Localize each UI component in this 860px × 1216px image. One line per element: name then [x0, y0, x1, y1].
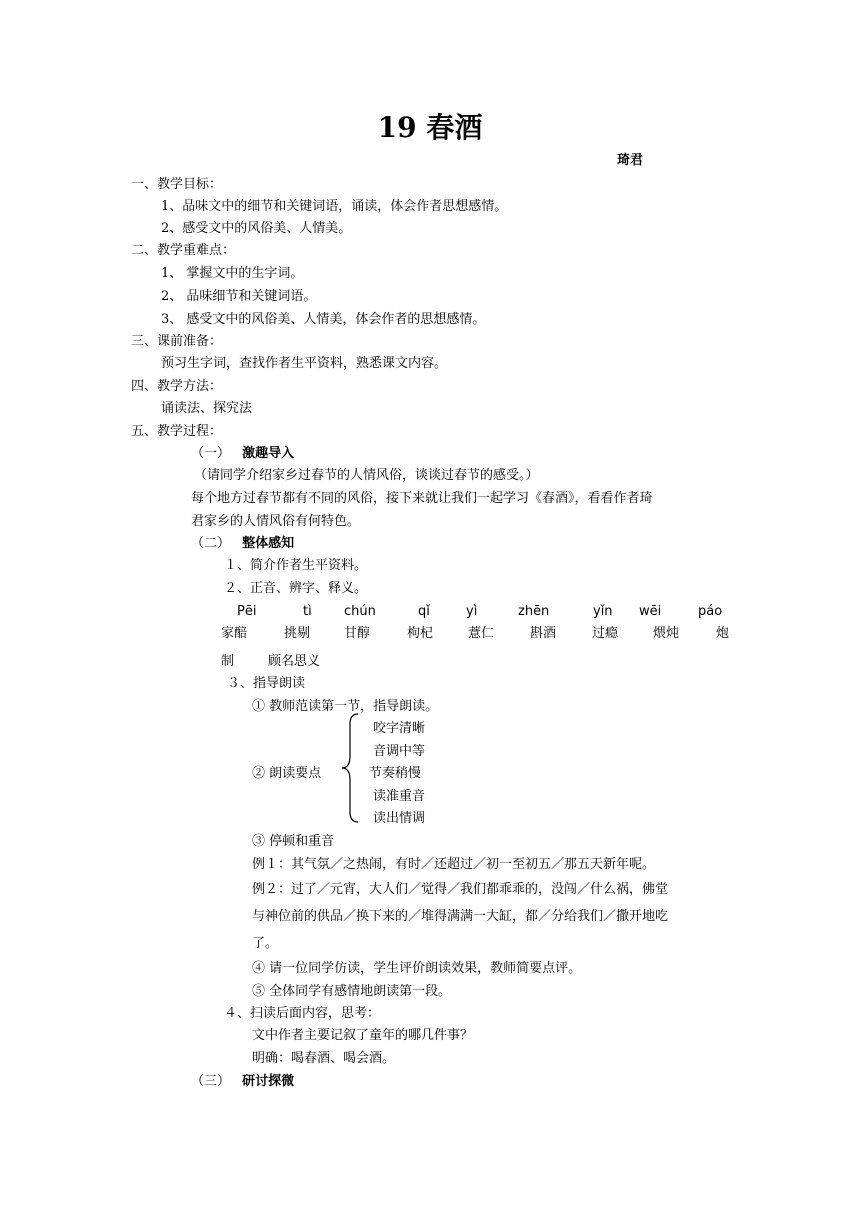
pinyin: zhēn: [518, 604, 550, 619]
section-item: 2、 品味细节和关键词语。: [161, 289, 317, 304]
section-heading: 四、教学方法：: [131, 379, 223, 394]
vocab-word: 制: [221, 654, 235, 669]
step-title: 整体感知: [242, 536, 295, 551]
vocab-word: 枸杞: [407, 626, 434, 641]
step-title: 研讨探微: [242, 1074, 295, 1089]
vocab-word: 煨炖: [653, 626, 680, 641]
sub-item: ③ 停顿和重音: [252, 834, 335, 849]
pinyin: yǐn: [593, 604, 613, 619]
sub-item: ⑤ 全体同学有感情地朗读第一段。: [252, 984, 452, 999]
example-line: 例２：过了／元宵，大人们／觉得／我们都乖乖的，没闯／什么祸，佛堂: [252, 882, 669, 897]
curly-brace-icon: [340, 712, 362, 824]
question: 文中作者主要记叙了童年的哪几件事？: [252, 1028, 474, 1043]
section-heading: 五、教学过程：: [131, 424, 223, 439]
vocab-word: 过瘾: [592, 626, 619, 641]
step-heading: [191, 1073, 294, 1091]
author: 琦君: [617, 153, 644, 168]
sub-item: ④ 请一位同学仿读，学生评价朗读效果，教师简要点评。: [252, 961, 582, 976]
list-item: ２、正音、辨字、释义。: [224, 581, 368, 596]
reading-point: 读出情调: [373, 811, 426, 826]
step-label: （二）: [191, 536, 231, 551]
vocab-word: 炮: [716, 626, 730, 641]
section-heading: 三、课前准备：: [131, 334, 223, 349]
pinyin: páo: [698, 604, 723, 619]
step-heading: [191, 535, 294, 553]
step-heading: [191, 445, 294, 463]
section-item: 2、感受文中的风俗美、人情美。: [161, 221, 352, 236]
pinyin: yì: [466, 604, 478, 619]
list-item: １、简介作者生平资料。: [224, 558, 368, 573]
list-item: ４、扫读后面内容，思考：: [224, 1006, 381, 1021]
section-item: 预习生字词，查找作者生平资料，熟悉课文内容。: [161, 356, 448, 371]
vocab-word: 薏仁: [468, 626, 495, 641]
pinyin: wēi: [639, 604, 662, 619]
example-line: 了。: [252, 936, 279, 951]
step-label: （一）: [191, 446, 231, 461]
vocab-word: 顾名思义: [268, 654, 321, 669]
list-item: ３、指导朗读: [227, 676, 306, 691]
paragraph: 君家乡的人情风俗有何特色。: [191, 514, 361, 529]
step-label: （三）: [191, 1074, 231, 1089]
paragraph: （请同学介绍家乡过春节的人情风俗，谈谈过春节的感受。）: [194, 468, 539, 483]
section-item: 诵读法、探究法: [161, 401, 253, 416]
reading-point: 节奏稍慢: [369, 766, 422, 781]
pinyin: Pēi: [237, 604, 257, 619]
sub-item: ② 朗读要点: [252, 766, 322, 781]
paragraph: 每个地方过春节都有不同的风俗，接下来就让我们一起学习《春酒》，看看作者琦: [191, 491, 653, 506]
vocab-word: 斟酒: [530, 626, 557, 641]
section-item: 1、品味文中的细节和关键词语，诵读，体会作者思想感情。: [161, 199, 508, 214]
reading-point: 音调中等: [373, 744, 426, 759]
reading-point: 读准重音: [373, 789, 426, 804]
section-item: 1、 掌握文中的生字词。: [161, 266, 304, 281]
vocab-word: 家醅: [221, 626, 248, 641]
pinyin: tì: [303, 604, 312, 619]
reading-point: 咬字清晰: [373, 721, 426, 736]
vocab-word: 挑剔: [284, 626, 311, 641]
section-item: 3、 感受文中的风俗美、人情美，体会作者的思想感情。: [161, 312, 486, 327]
pinyin: qǐ: [418, 604, 430, 619]
example-line: 例１：其气氛／之热闹，有时／还超过／初一至初五／那五天新年呢。: [252, 857, 656, 872]
page-title: 19 春酒: [377, 111, 483, 144]
step-title: 激趣导入: [242, 446, 295, 461]
pinyin: chún: [344, 604, 376, 619]
answer: 明确：喝春酒、喝会酒。: [252, 1051, 396, 1066]
vocab-word: 甘醇: [344, 626, 371, 641]
section-heading: 一、教学目标：: [131, 177, 223, 192]
section-heading: 二、教学重难点：: [131, 243, 236, 258]
sub-item: ① 教师范读第一节，指导朗读。: [252, 699, 439, 714]
example-line: 与神位前的供品／换下来的／堆得满满一大缸，都／分给我们／撒开地吃: [252, 909, 669, 924]
